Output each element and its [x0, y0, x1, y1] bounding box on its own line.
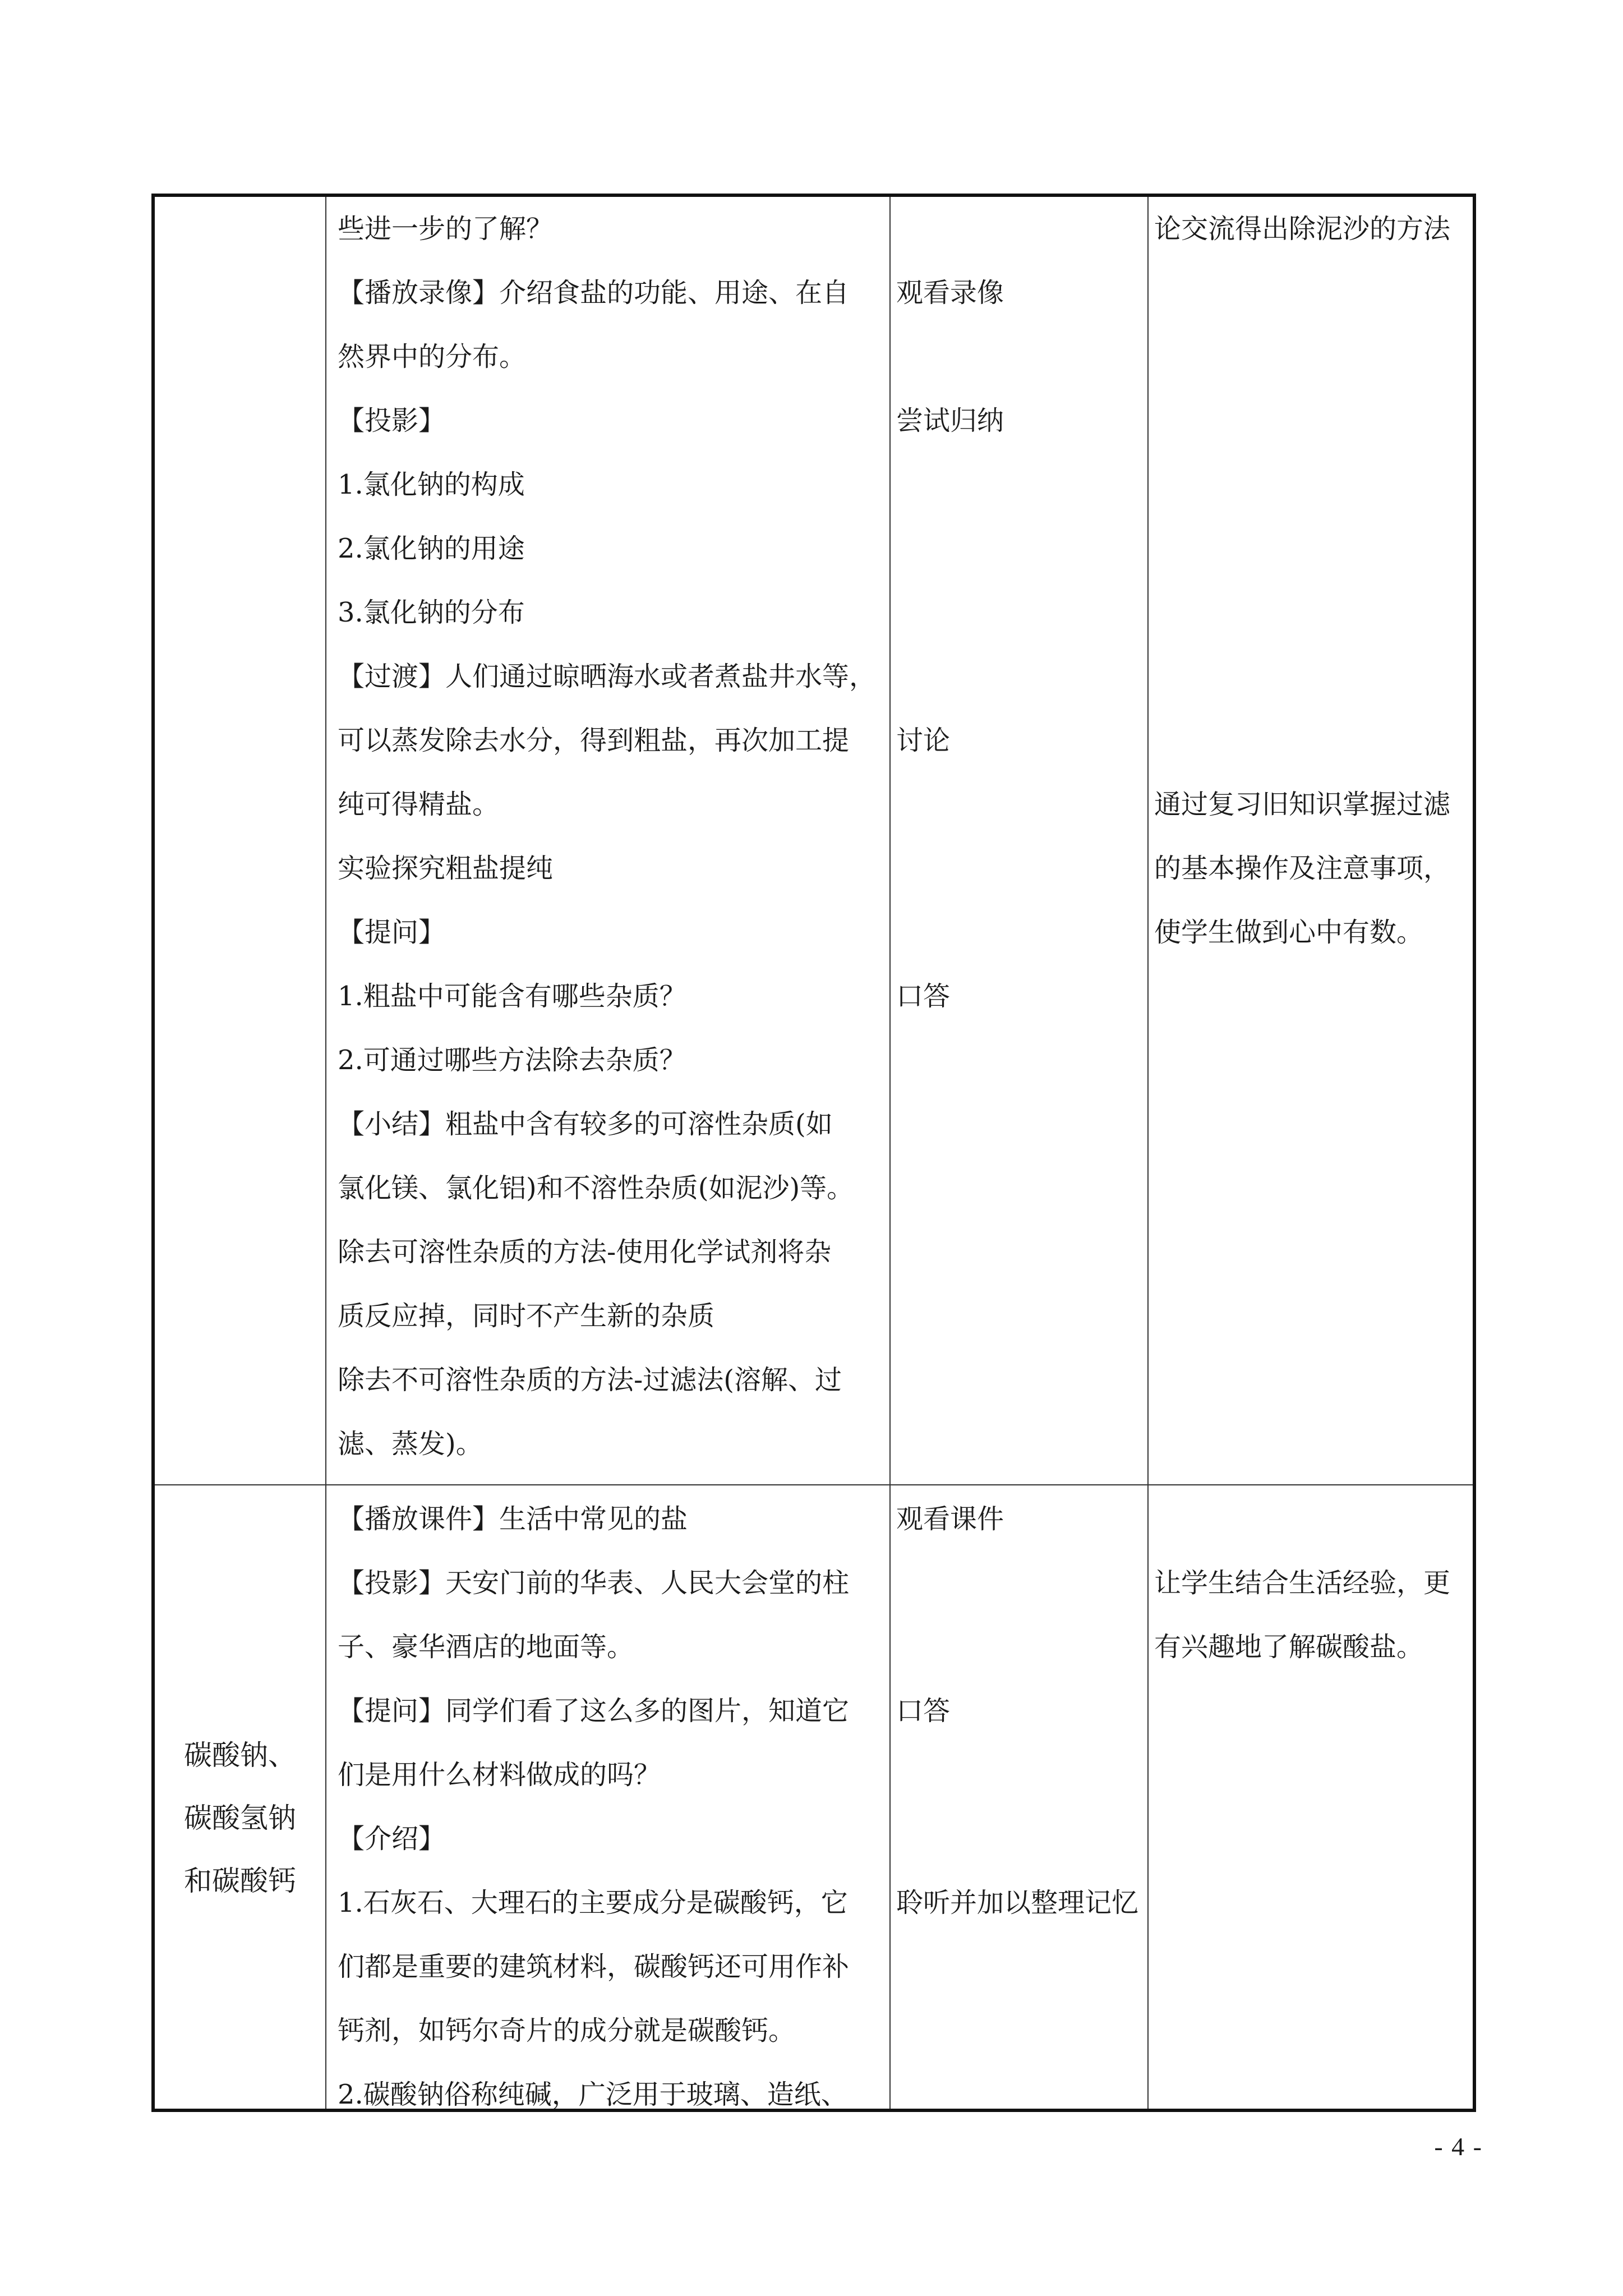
row2-teacher-activity [338, 1487, 849, 2127]
text-line: 观看录像 [896, 277, 1004, 309]
text-line [896, 453, 1004, 517]
text-line [1154, 517, 1450, 581]
text-line: 让学生结合生活经验，更 [1154, 1567, 1451, 1599]
text-line: 尝试归纳 [896, 405, 1004, 436]
row1-teacher-activity [338, 197, 876, 1476]
column-divider [1147, 197, 1149, 2109]
text-line [896, 325, 1004, 389]
text-line: 然界中的分布。 [338, 341, 527, 372]
text-line [1154, 453, 1450, 517]
text-line: 碳酸钠、 [184, 1739, 296, 1772]
text-line [1154, 581, 1450, 645]
text-line [896, 581, 1004, 645]
text-line: 2.可通过哪些方法除去杂质？ [338, 1045, 686, 1076]
text-line: 可以蒸发除去水分，得到粗盐，再次加工提 [338, 725, 850, 756]
text-line [1154, 1487, 1450, 1551]
text-line: 钙剂，如钙尔奇片的成分就是碳酸钙。 [338, 2015, 796, 2046]
text-line: 口答 [896, 981, 951, 1012]
text-line [896, 517, 1004, 581]
text-line: 论交流得出除泥沙的方法 [1154, 213, 1451, 245]
row1-student-activity [896, 197, 1004, 1028]
text-line [1154, 389, 1450, 453]
text-line: 【投影】 [338, 405, 446, 436]
text-line [1154, 708, 1450, 772]
row-divider [155, 1484, 1473, 1485]
text-line [896, 900, 1004, 964]
text-line [896, 1743, 1138, 1807]
text-line: 【提问】 [338, 917, 446, 948]
text-line: 3.氯化钠的分布 [338, 597, 525, 628]
text-line: 【介绍】 [338, 1823, 446, 1855]
row2-topic [155, 1724, 325, 1912]
text-line [896, 772, 1004, 836]
text-line: 些进一步的了解？ [338, 213, 554, 245]
text-line: 1.粗盐中可能含有哪些杂质？ [338, 981, 686, 1012]
text-line: 除去不可溶性杂质的方法-过滤法(溶解、过 [338, 1364, 842, 1396]
page-number: - 4 - [1434, 2132, 1483, 2161]
text-line: 氯化镁、氯化铝)和不溶性杂质(如泥沙)等。 [338, 1172, 854, 1204]
text-line: 和碳酸钙 [184, 1865, 296, 1897]
text-line: 【投影】天安门前的华表、人民大会堂的柱 [338, 1567, 850, 1599]
text-line: 2.氯化钠的用途 [338, 533, 525, 564]
text-line: 实验探究粗盐提纯 [338, 853, 554, 884]
text-line [896, 1807, 1138, 1871]
text-line: 们都是重要的建筑材料，碳酸钙还可用作补 [338, 1951, 850, 1982]
text-line: 通过复习旧知识掌握过滤 [1154, 789, 1451, 820]
text-line: 【过渡】人们通过晾晒海水或者煮盐井水等， [338, 661, 877, 692]
text-line: 【小结】粗盐中含有较多的可溶性杂质(如 [338, 1108, 833, 1140]
row1-design-intent [1154, 197, 1450, 964]
text-line: 质反应掉，同时不产生新的杂质 [338, 1300, 715, 1332]
text-line: 口答 [896, 1695, 951, 1727]
text-line: 的基本操作及注意事项， [1154, 853, 1451, 884]
text-line [1154, 645, 1450, 708]
text-line: 子、豪华酒店的地面等。 [338, 1631, 634, 1663]
text-line [1154, 325, 1450, 389]
row2-student-activity [896, 1487, 1138, 1935]
text-line: 有兴趣地了解碳酸盐。 [1154, 1631, 1424, 1663]
text-line: 除去可溶性杂质的方法-使用化学试剂将杂 [338, 1236, 832, 1268]
text-line: 【播放录像】介绍食盐的功能、用途、在自 [338, 277, 850, 309]
text-line: 滤、蒸发)。 [338, 1428, 483, 1460]
column-divider [889, 197, 891, 2109]
column-divider [325, 197, 326, 2109]
text-line [896, 1615, 1138, 1679]
text-line: 观看课件 [896, 1503, 1004, 1535]
text-line: 碳酸氢钠 [184, 1802, 296, 1834]
text-line: 【提问】同学们看了这么多的图片，知道它 [338, 1695, 850, 1727]
text-line [1154, 261, 1450, 325]
text-line [896, 836, 1004, 900]
text-line: 1.氯化钠的构成 [338, 469, 525, 500]
text-line: 聆听并加以整理记忆 [896, 1887, 1139, 1918]
lesson-plan-table [151, 194, 1476, 2112]
text-line: 1.石灰石、大理石的主要成分是碳酸钙，它 [338, 1887, 848, 1918]
text-line [896, 197, 1004, 261]
text-line: 使学生做到心中有数。 [1154, 917, 1424, 948]
text-line: 纯可得精盐。 [338, 789, 500, 820]
text-line: 【播放课件】生活中常见的盐 [338, 1503, 688, 1535]
text-line [896, 1551, 1138, 1615]
text-line [896, 645, 1004, 708]
row2-design-intent [1154, 1487, 1450, 1679]
text-line: 2.碳酸钠俗称纯碱，广泛用于玻璃、造纸、 [338, 2079, 848, 2110]
text-line: 们是用什么材料做成的吗？ [338, 1759, 661, 1791]
text-line: 讨论 [896, 725, 951, 756]
